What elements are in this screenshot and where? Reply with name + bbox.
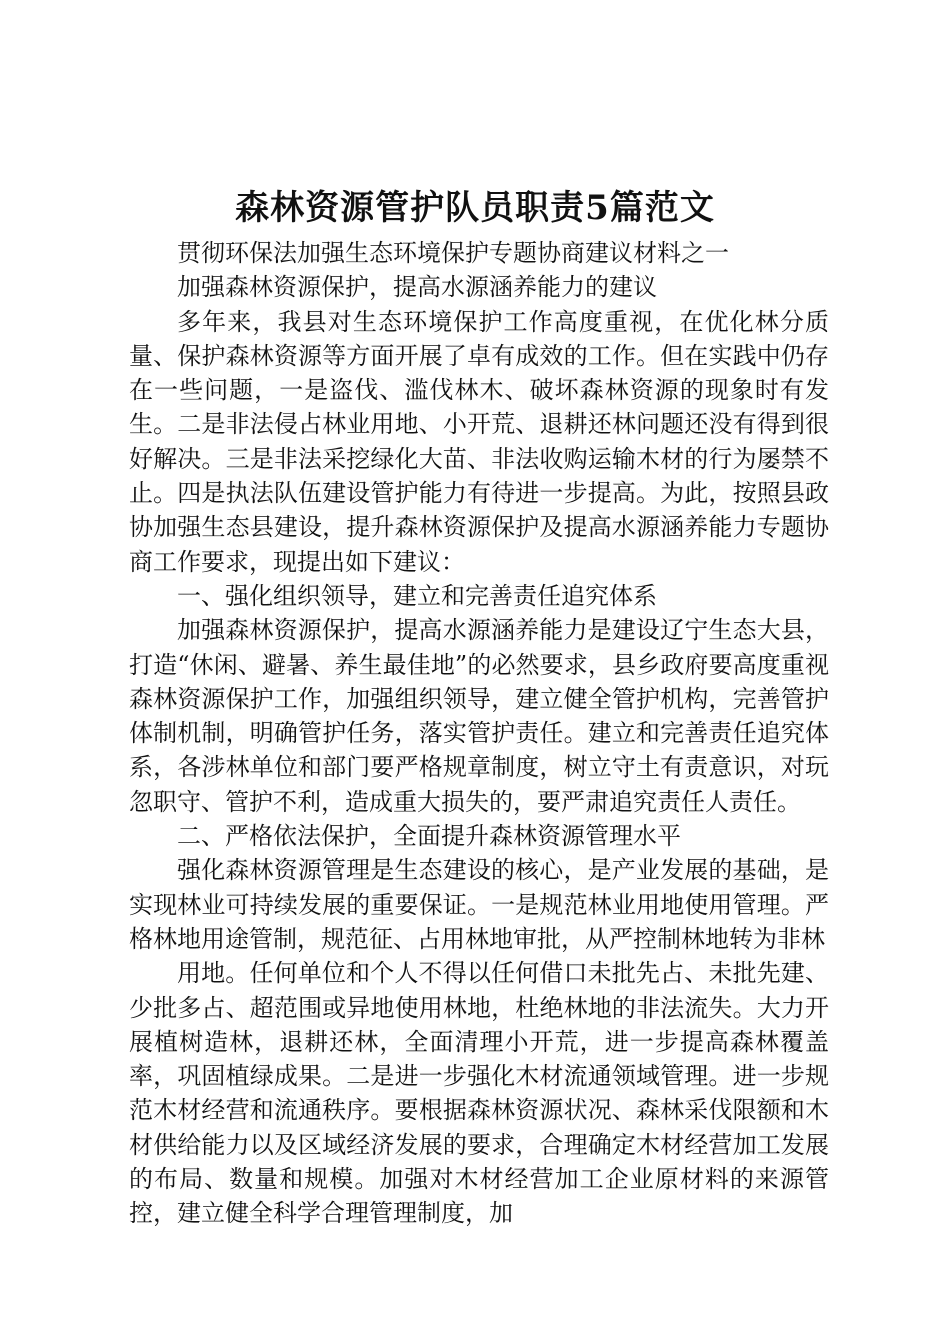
paragraph-section-2a: 强化森林资源管理是生态建设的核心，是产业发展的基础，是实现林业可持续发展的重要保证。一是规范林业用地使用管理。严格林地用途管制，规范征、占用林地审批，从严控制林地转为非林 — [129, 856, 829, 953]
section-heading-1: 一、强化组织领导，建立和完善责任追究体系 — [177, 581, 657, 610]
paragraph-intro: 多年来，我县对生态环境保护工作高度重视，在优化林分质量、保护森林资源等方面开展了卓有成效的工作。但在实践中仍存在一些问题，一是盗伐、滥伐林木、破坏森林资源的现象时有发生。二是非法侵占林业用地、小开荒、退耕还林问题还没有得到很好解决。三是非法采挖绿化大苗、非法收购运输木材的行为屡禁不止。四是执法队伍建设管护能力有待进一步提高。为此，按照县政协加强生态县建设，提升森林资源保护及提高水源涵养能力专题协商工作要求，现提出如下建议： — [129, 307, 829, 576]
subtitle-line-2: 加强森林资源保护，提高水源涵养能力的建议 — [177, 273, 657, 302]
subtitle-line-1: 贯彻环保法加强生态环境保护专题协商建议材料之一 — [177, 239, 729, 267]
paragraph-section-1: 加强森林资源保护，提高水源涵养能力是建设辽宁生态大县，打造“休闲、避暑、养生最佳地”的必然要求，县乡政府要高度重视森林资源保护工作，加强组织领导，建立健全管护机构，完善管护体制机制，明确管护任务，落实管护责任。建立和完善责任追究体系，各涉林单位和部门要严格规章制度，树立守土有责意识，对玩忽职守、管护不利，造成重大损失的，要严肃追究责任人责任。 — [129, 616, 829, 816]
document-body — [129, 236, 829, 1231]
paragraph-section-2b: 用地。任何单位和个人不得以任何借口未批先占、未批先建、少批多占、超范围或异地使用林地，杜绝林地的非法流失。大力开展植树造林，退耕还林，全面清理小开荒，进一步提高森林覆盖率，巩固植绿成果。二是进一步强化木材流通领域管理。进一步规范木材经营和流通秩序。要根据森林资源状况、森林采伐限额和木材供给能力以及区域经济发展的要求，合理确定木材经营加工发展的布局、数量和规模。加强对木材经营加工企业原材料的来源管控，建立健全科学合理管理制度，加 — [129, 959, 829, 1228]
section-heading-2: 二、严格依法保护，全面提升森林资源管理水平 — [177, 822, 681, 851]
document-title: 森林资源管护队员职责5篇范文 — [235, 188, 715, 228]
